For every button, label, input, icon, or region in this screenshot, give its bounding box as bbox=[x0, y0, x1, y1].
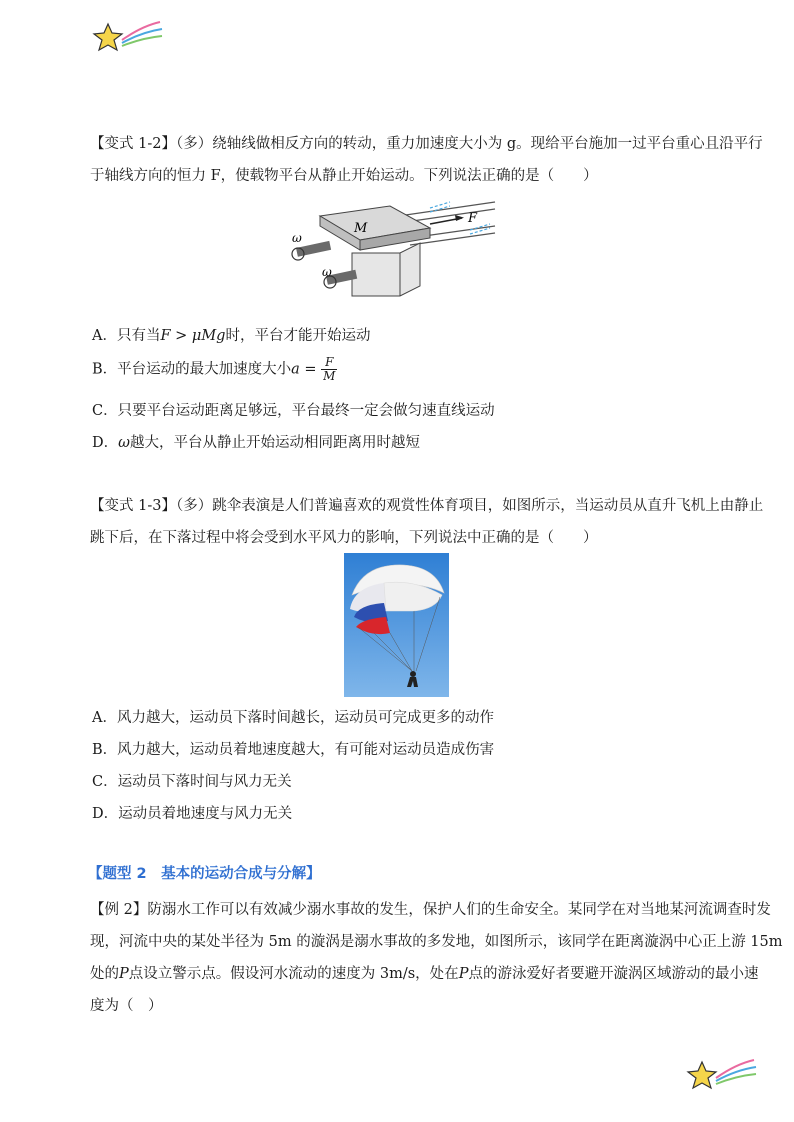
ex2-line2: 现，河流中央的某处半径为 5m 的漩涡是溺水事故的多发地，如图所示，该同学在距离漩涡中心正上游 15m bbox=[90, 934, 783, 950]
ex2-line4: 度为（ ） bbox=[90, 998, 163, 1014]
q12-option-a: A．只有当F > μMg时，平台才能开始运动 bbox=[92, 328, 371, 344]
force-label: F bbox=[468, 211, 478, 226]
q13-stem-line2: 跳下后，在下落过程中将会受到水平风力的影响，下列说法中正确的是（ ） bbox=[90, 530, 598, 546]
q13-option-a: A．风力越大，运动员下落时间越长，运动员可完成更多的动作 bbox=[92, 710, 494, 726]
q12-option-d: D．ω越大，平台从静止开始运动相同距离用时越短 bbox=[92, 435, 420, 451]
star-decoration-icon bbox=[92, 18, 164, 58]
ex2-line3: 处的P点设立警示点。假设河水流动的速度为 3m/s，处在P点的游泳爱好者要避开漩涡区域游动的最小速 bbox=[90, 966, 759, 982]
q13-stem-line1: 【变式 1-3】（多）跳伞表演是人们普遍喜欢的观赏性体育项目，如图所示，当运动员从直升飞机上由静止 bbox=[90, 498, 764, 514]
q13-option-b: B．风力越大，运动员着地速度越大，有可能对运动员造成伤害 bbox=[92, 742, 495, 758]
mass-label: M bbox=[354, 221, 368, 236]
platform-figure bbox=[290, 198, 505, 308]
parachute-photo bbox=[344, 553, 449, 697]
fraction: $\frac{F}{M}$ bbox=[323, 355, 336, 383]
ex2-line1: 【例 2】防溺水工作可以有效减少溺水事故的发生，保护人们的生命安全。某同学在对当地某河流调查时发 bbox=[90, 902, 771, 918]
q12-stem-line2: 于轴线方向的恒力 F，使载物平台从静止开始运动。下列说法正确的是（ ） bbox=[90, 168, 598, 184]
q13-option-d: D．运动员着地速度与风力无关 bbox=[92, 806, 293, 822]
q12-option-b: B．平台运动的最大加速度大小a = $\frac{F}{M}$ bbox=[92, 355, 336, 383]
q12-stem-line1: 【变式 1-2】（多）绕轴线做相反方向的转动，重力加速度大小为 g。现给平台施加一过平台重心且沿平行 bbox=[90, 136, 763, 152]
q12-option-c: C．只要平台运动距离足够远，平台最终一定会做匀速直线运动 bbox=[92, 403, 495, 419]
star-decoration-icon bbox=[686, 1056, 758, 1096]
q13-option-c: C．运动员下落时间与风力无关 bbox=[92, 774, 292, 790]
section-heading: 【题型 2 基本的运动合成与分解】 bbox=[88, 866, 321, 882]
omega-label-upper: ω bbox=[292, 231, 302, 245]
omega-label-lower: ω bbox=[322, 265, 332, 279]
